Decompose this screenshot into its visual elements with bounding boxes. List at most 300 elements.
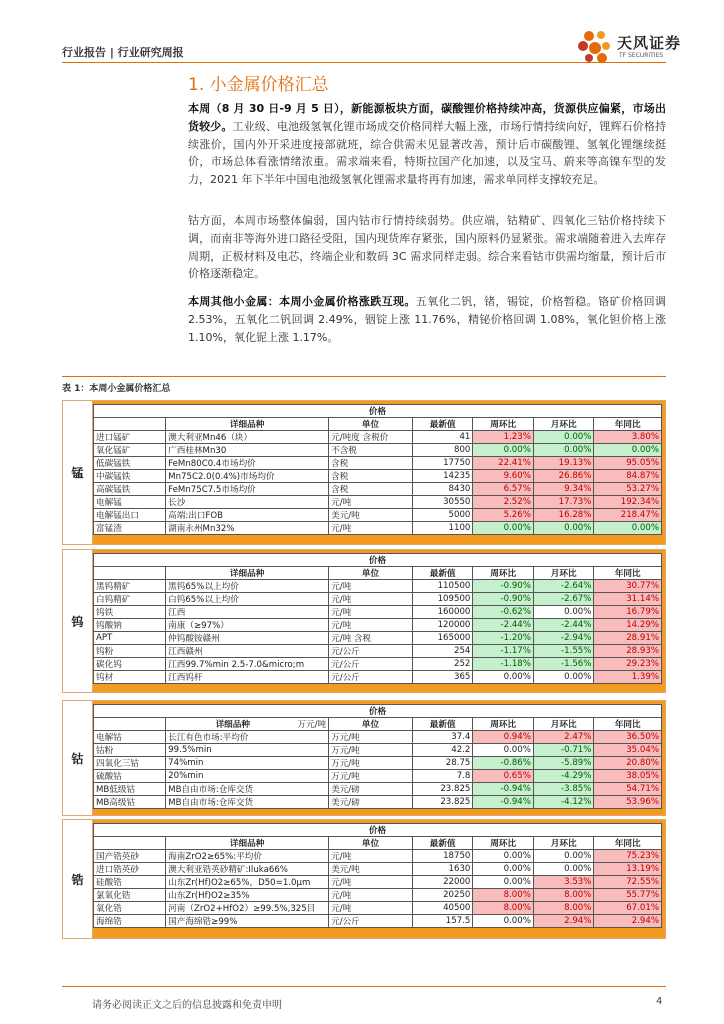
table-row [94, 902, 662, 915]
table-row [94, 671, 662, 684]
column-header: 最新值 [412, 567, 473, 580]
column-header: 年同比 [594, 837, 662, 850]
unit: 美元/吨 [329, 863, 413, 876]
unit: 含税 [329, 470, 413, 483]
table-row [94, 889, 662, 902]
year-change: 30.77% [594, 580, 662, 593]
month-change: 17.73% [533, 496, 594, 509]
week-change: -1.17% [473, 645, 534, 658]
week-change: -1.18% [473, 658, 534, 671]
footer-disclaimer: 请务必阅读正文之后的信息披露和免责申明 [92, 1000, 282, 1011]
paragraph-lithium [188, 100, 666, 189]
product-spec: 湖南永州Mn32% [166, 522, 329, 535]
product-name: 碳化钨 [94, 658, 166, 671]
price-table [93, 704, 662, 809]
paragraph-cobalt: 钴方面，本周市场整体偏弱，国内钴市行情持续弱势。供应端，钴精矿、四氧化三钴价格持续下调，而南非等海外进口路径受阻，国内现货库存紧张，国内原料仍显紧张。需求端随着进入去库存周期，正极材料及电芯，终端企业和数码 3C 需求同样走弱。综合来看钴市供需均缩量，预计后市价格逐渐稳定。 [188, 214, 666, 281]
group-label: 价格 [94, 405, 662, 418]
month-change: -1.55% [533, 645, 594, 658]
column-header: 单位 [329, 837, 413, 850]
table-row [94, 645, 662, 658]
product-spec: 国产海绵锆≥99% [166, 915, 329, 928]
year-change: 3.80% [594, 431, 662, 444]
column-header: 详细品种 [166, 837, 329, 850]
product-name: 电解钴 [94, 731, 166, 744]
brand-name-en: TF SECURITIES [619, 52, 664, 59]
group-label: 价格 [94, 554, 662, 567]
latest-value: 5000 [412, 509, 473, 522]
unit: 元/吨 [329, 593, 413, 606]
year-change: 192.34% [594, 496, 662, 509]
latest-value: 37.4 [412, 731, 473, 744]
latest-value: 8430 [412, 483, 473, 496]
product-name: 钨粉 [94, 645, 166, 658]
month-change: 16.28% [533, 509, 594, 522]
month-change: 9.34% [533, 483, 594, 496]
month-change: -4.29% [533, 770, 594, 783]
unit: 含税 [329, 483, 413, 496]
unit: 元/公斤 [329, 645, 413, 658]
week-change: 0.00% [473, 444, 534, 457]
product-spec: FeMn75C7.5市场均价 [166, 483, 329, 496]
month-change: -0.71% [533, 744, 594, 757]
year-change: 55.77% [594, 889, 662, 902]
week-change: 8.00% [473, 889, 534, 902]
week-change: -0.94% [473, 783, 534, 796]
column-header: 最新值 [412, 718, 473, 731]
product-name: 进口锆英砂 [94, 863, 166, 876]
unit: 含税 [329, 457, 413, 470]
unit: 元/吨 [329, 606, 413, 619]
metal-label: 锰 [63, 401, 93, 544]
column-header: 年同比 [594, 718, 662, 731]
product-name: 电解锰出口 [94, 509, 166, 522]
year-change: 95.05% [594, 457, 662, 470]
extra-unit-label: 万元/吨 [297, 720, 327, 730]
month-change: -2.67% [533, 593, 594, 606]
product-name: 高碳锰铁 [94, 483, 166, 496]
table-row [94, 796, 662, 809]
paragraph-other-lead: 本周其他小金属：本周小金属价格涨跌互现。 [188, 295, 416, 308]
column-header-row [94, 567, 662, 580]
table-row [94, 658, 662, 671]
product-name: 海绵锆 [94, 915, 166, 928]
product-name: 钴粉 [94, 744, 166, 757]
latest-value: 160000 [412, 606, 473, 619]
month-change: 2.47% [533, 731, 594, 744]
product-name: 钨酸钠 [94, 619, 166, 632]
week-change: 6.57% [473, 483, 534, 496]
caption-rule [62, 376, 666, 377]
column-header: 周环比 [473, 837, 534, 850]
product-spec: 74%min [166, 757, 329, 770]
product-name: 富锰渣 [94, 522, 166, 535]
week-change: 0.65% [473, 770, 534, 783]
product-name: 黑钨精矿 [94, 580, 166, 593]
unit: 元/吨 [329, 850, 413, 863]
unit: 元/公斤 [329, 658, 413, 671]
week-change: 8.00% [473, 902, 534, 915]
month-change: 0.00% [533, 431, 594, 444]
product-spec: 白钨65%以上均价 [166, 593, 329, 606]
week-change: -1.20% [473, 632, 534, 645]
unit: 万元/吨 [329, 731, 413, 744]
year-change: 67.01% [594, 902, 662, 915]
month-change: 8.00% [533, 902, 594, 915]
table-caption: 表 1：本周小金属价格汇总 [62, 384, 171, 394]
product-spec: 江西99.7%min 2.5-7.0&micro;m [166, 658, 329, 671]
month-change: 3.53% [533, 876, 594, 889]
product-name: APT [94, 632, 166, 645]
footer-rule [62, 986, 666, 987]
latest-value: 23.825 [412, 783, 473, 796]
product-name: 氧化锆 [94, 902, 166, 915]
week-change: 5.26% [473, 509, 534, 522]
unit: 元/吨 [329, 619, 413, 632]
column-header [94, 418, 166, 431]
unit: 元/吨 [329, 522, 413, 535]
column-header: 单位 [329, 567, 413, 580]
tungsten-block [62, 549, 666, 693]
column-header: 年同比 [594, 418, 662, 431]
week-change: 0.00% [473, 744, 534, 757]
column-header: 周环比 [473, 718, 534, 731]
column-header: 月环比 [533, 837, 594, 850]
paragraph-other-metals [188, 293, 666, 346]
unit: 万元/吨 [329, 770, 413, 783]
table-row [94, 783, 662, 796]
product-name: 硫酸钴 [94, 770, 166, 783]
product-spec: 江西 [166, 606, 329, 619]
latest-value: 254 [412, 645, 473, 658]
product-spec: 山东Zr(Hf)O2≥35% [166, 889, 329, 902]
year-change: 28.91% [594, 632, 662, 645]
unit: 元/吨 含税 [329, 632, 413, 645]
metal-label: 钴 [63, 701, 93, 815]
header-rule [62, 62, 666, 63]
year-change: 14.29% [594, 619, 662, 632]
month-change: 0.00% [533, 863, 594, 876]
price-table [93, 404, 662, 535]
metal-label: 钨 [63, 550, 93, 692]
product-spec: 山东Zr(Hf)O2≥65%，D50=1.0μm [166, 876, 329, 889]
product-spec: 澳大利亚锆英砂精矿:Iluka66% [166, 863, 329, 876]
unit: 元/公斤 [329, 915, 413, 928]
table-row [94, 731, 662, 744]
table-row [94, 496, 662, 509]
product-name: 四氧化三钴 [94, 757, 166, 770]
month-change: 0.00% [533, 606, 594, 619]
column-header: 单位 [329, 718, 413, 731]
table-row [94, 876, 662, 889]
latest-value: 42.2 [412, 744, 473, 757]
product-spec: 广西桂林Mn30 [166, 444, 329, 457]
latest-value: 7.8 [412, 770, 473, 783]
column-header: 月环比 [533, 418, 594, 431]
year-change: 218.47% [594, 509, 662, 522]
month-change: 26.86% [533, 470, 594, 483]
week-change: 0.00% [473, 671, 534, 684]
product-name: 钨材 [94, 671, 166, 684]
month-change: -4.12% [533, 796, 594, 809]
column-header [94, 567, 166, 580]
latest-value: 30550 [412, 496, 473, 509]
column-header: 周环比 [473, 567, 534, 580]
month-change: -1.56% [533, 658, 594, 671]
table-row [94, 580, 662, 593]
week-change: 0.94% [473, 731, 534, 744]
unit: 万元/吨 [329, 757, 413, 770]
week-change: -0.94% [473, 796, 534, 809]
column-header: 月环比 [533, 718, 594, 731]
month-change: -2.64% [533, 580, 594, 593]
group-label: 价格 [94, 705, 662, 718]
unit: 美元/吨 [329, 509, 413, 522]
brand-name: 天风证券 [617, 34, 682, 52]
latest-value: 365 [412, 671, 473, 684]
year-change: 28.93% [594, 645, 662, 658]
unit: 元/吨 [329, 889, 413, 902]
group-header-row [94, 405, 662, 418]
year-change: 29.23% [594, 658, 662, 671]
month-change: 19.13% [533, 457, 594, 470]
latest-value: 22000 [412, 876, 473, 889]
zirconium-block [62, 819, 666, 939]
table-row [94, 457, 662, 470]
unit: 元/吨 [329, 876, 413, 889]
year-change: 75.23% [594, 850, 662, 863]
year-change: 31.14% [594, 593, 662, 606]
table-frame [93, 820, 665, 938]
paragraph-lithium-body: 工业级、电池级氢氧化锂市场成交价格同样大幅上涨，市场行情持续向好，锂辉石价格持续涨价，国内外开采进度接部就班，综合供需未见显著改善，预计后市碳酸锂、氢氧化锂继续挺价，市场总体看涨情绪浓重。需求端来看，特斯拉国产化加速，以及宝马、蔚来等高镍车型的发力，2021 年下半年中国电池级氢氧化锂需求量将再有加速，需求单同样支撑较充足。 [188, 119, 667, 187]
section-title: 1. 小金属价格汇总 [188, 75, 329, 95]
product-name: 氧化锰矿 [94, 444, 166, 457]
unit: 元/吨度 含税价 [329, 431, 413, 444]
year-change: 38.05% [594, 770, 662, 783]
unit: 元/吨 [329, 580, 413, 593]
product-spec: MB自由市场:仓库交货 [166, 796, 329, 809]
price-table [93, 553, 662, 684]
week-change: -0.86% [473, 757, 534, 770]
year-change: 16.79% [594, 606, 662, 619]
month-change: 2.94% [533, 915, 594, 928]
week-change: 0.00% [473, 915, 534, 928]
year-change: 1.39% [594, 671, 662, 684]
group-header-row [94, 554, 662, 567]
product-name: MB低级钴 [94, 783, 166, 796]
latest-value: 20250 [412, 889, 473, 902]
unit: 元/吨 [329, 902, 413, 915]
brand-flower-icon [575, 26, 615, 66]
unit: 美元/磅 [329, 783, 413, 796]
latest-value: 252 [412, 658, 473, 671]
table-row [94, 744, 662, 757]
column-header: 详细品种 [166, 567, 329, 580]
month-change: 0.00% [533, 444, 594, 457]
paragraph-lithium-lead: 本周（8 月 30 日-9 月 5 日），新能源板块方面，碳酸锂价格持续冲高，货源供应偏紧，市场出货较少。 [188, 102, 666, 133]
month-change: -2.94% [533, 632, 594, 645]
year-change: 2.94% [594, 915, 662, 928]
table-row [94, 470, 662, 483]
month-change: 8.00% [533, 889, 594, 902]
page-number: 4 [656, 996, 663, 1007]
month-change: -3.85% [533, 783, 594, 796]
table-row [94, 593, 662, 606]
column-header: 详细品种 万元/吨 [166, 718, 329, 731]
table-row [94, 444, 662, 457]
group-header-row [94, 824, 662, 837]
table-row [94, 619, 662, 632]
table-row [94, 431, 662, 444]
month-change: -5.89% [533, 757, 594, 770]
product-name: 国产锆英砂 [94, 850, 166, 863]
year-change: 53.27% [594, 483, 662, 496]
table-row [94, 606, 662, 619]
month-change: 0.00% [533, 671, 594, 684]
table-frame [93, 401, 665, 544]
column-header: 月环比 [533, 567, 594, 580]
table-row [94, 850, 662, 863]
product-spec: FeMn80C0.4市场均价 [166, 457, 329, 470]
column-header [94, 837, 166, 850]
report-header: 行业报告 | 行业研究周报 [62, 46, 184, 59]
metal-label: 锆 [63, 820, 93, 938]
week-change: -0.62% [473, 606, 534, 619]
week-change: 0.00% [473, 876, 534, 889]
brand-logo [575, 26, 705, 70]
table-row [94, 522, 662, 535]
latest-value: 157.5 [412, 915, 473, 928]
week-change: 0.00% [473, 850, 534, 863]
product-spec: 海南ZrO2≥65%:平均价 [166, 850, 329, 863]
latest-value: 109500 [412, 593, 473, 606]
table-frame [93, 701, 665, 815]
unit: 美元/磅 [329, 796, 413, 809]
unit: 不含税 [329, 444, 413, 457]
week-change: 0.00% [473, 522, 534, 535]
product-spec: 南康（≥97%） [166, 619, 329, 632]
column-header: 周环比 [473, 418, 534, 431]
year-change: 54.71% [594, 783, 662, 796]
table-row [94, 915, 662, 928]
column-header: 最新值 [412, 837, 473, 850]
product-spec: MB自由市场:仓库交货 [166, 783, 329, 796]
year-change: 0.00% [594, 522, 662, 535]
latest-value: 165000 [412, 632, 473, 645]
year-change: 84.87% [594, 470, 662, 483]
product-spec: 江西赣州 [166, 645, 329, 658]
latest-value: 23.825 [412, 796, 473, 809]
week-change: 22.41% [473, 457, 534, 470]
week-change: -2.44% [473, 619, 534, 632]
year-change: 35.04% [594, 744, 662, 757]
table-row [94, 770, 662, 783]
latest-value: 40500 [412, 902, 473, 915]
column-header: 详细品种 [166, 418, 329, 431]
year-change: 20.80% [594, 757, 662, 770]
year-change: 53.96% [594, 796, 662, 809]
latest-value: 110500 [412, 580, 473, 593]
week-change: -0.90% [473, 580, 534, 593]
week-change: 1.23% [473, 431, 534, 444]
column-header: 年同比 [594, 567, 662, 580]
price-table [93, 823, 662, 928]
product-spec: 河南（ZrO2+HfO2）≥99.5%,325目 [166, 902, 329, 915]
manganese-block [62, 400, 666, 545]
product-spec: 99.5%min [166, 744, 329, 757]
unit: 万元/吨 [329, 744, 413, 757]
table-row [94, 632, 662, 645]
product-spec: 20%min [166, 770, 329, 783]
column-header-row [94, 418, 662, 431]
latest-value: 1100 [412, 522, 473, 535]
column-header [94, 718, 166, 731]
week-change: -0.90% [473, 593, 534, 606]
product-name: 中碳锰铁 [94, 470, 166, 483]
group-header-row [94, 705, 662, 718]
product-spec: Mn75C2.0(0.4%)市场均价 [166, 470, 329, 483]
column-header: 最新值 [412, 418, 473, 431]
week-change: 2.52% [473, 496, 534, 509]
product-spec: 澳大利亚Mn46（块） [166, 431, 329, 444]
latest-value: 800 [412, 444, 473, 457]
month-change: 0.00% [533, 850, 594, 863]
month-change: 0.00% [533, 522, 594, 535]
product-spec: 长江有色市场:平均价 [166, 731, 329, 744]
product-name: 氯氧化锆 [94, 889, 166, 902]
paragraph-other-body: 五氧化二钒，锗，锡锭，价格暂稳。铬矿价格回调 2.53%，五氧化二钒回调 2.49%，铟锭上涨 11.76%，精铋价格回调 1.08%，氧化钽价格上涨 1.10%，氧化铌上涨 1.17%。 [188, 295, 667, 344]
group-label: 价格 [94, 824, 662, 837]
product-spec: 黑钨65%以上均价 [166, 580, 329, 593]
week-change: 0.00% [473, 863, 534, 876]
table-frame [93, 550, 665, 692]
unit: 元/公斤 [329, 671, 413, 684]
year-change: 72.55% [594, 876, 662, 889]
latest-value: 14235 [412, 470, 473, 483]
product-name: 白钨精矿 [94, 593, 166, 606]
latest-value: 41 [412, 431, 473, 444]
table-row [94, 757, 662, 770]
year-change: 13.19% [594, 863, 662, 876]
latest-value: 17750 [412, 457, 473, 470]
product-name: 低碳锰铁 [94, 457, 166, 470]
year-change: 36.50% [594, 731, 662, 744]
column-header-row [94, 837, 662, 850]
column-header-row [94, 718, 662, 731]
latest-value: 1630 [412, 863, 473, 876]
table-row [94, 863, 662, 876]
product-name: 进口锰矿 [94, 431, 166, 444]
cobalt-block [62, 700, 666, 816]
column-header: 单位 [329, 418, 413, 431]
product-spec: 高端:出口FOB [166, 509, 329, 522]
month-change: -2.44% [533, 619, 594, 632]
product-spec: 江西钨杆 [166, 671, 329, 684]
unit: 元/吨 [329, 496, 413, 509]
product-name: 电解锰 [94, 496, 166, 509]
product-name: 钨铁 [94, 606, 166, 619]
latest-value: 18750 [412, 850, 473, 863]
product-spec: 仲钨酸铵赣州 [166, 632, 329, 645]
table-row [94, 509, 662, 522]
year-change: 0.00% [594, 444, 662, 457]
latest-value: 28.75 [412, 757, 473, 770]
product-name: MB高级钴 [94, 796, 166, 809]
week-change: 9.60% [473, 470, 534, 483]
product-name: 硅酸锆 [94, 876, 166, 889]
latest-value: 120000 [412, 619, 473, 632]
product-spec: 长沙 [166, 496, 329, 509]
table-row [94, 483, 662, 496]
